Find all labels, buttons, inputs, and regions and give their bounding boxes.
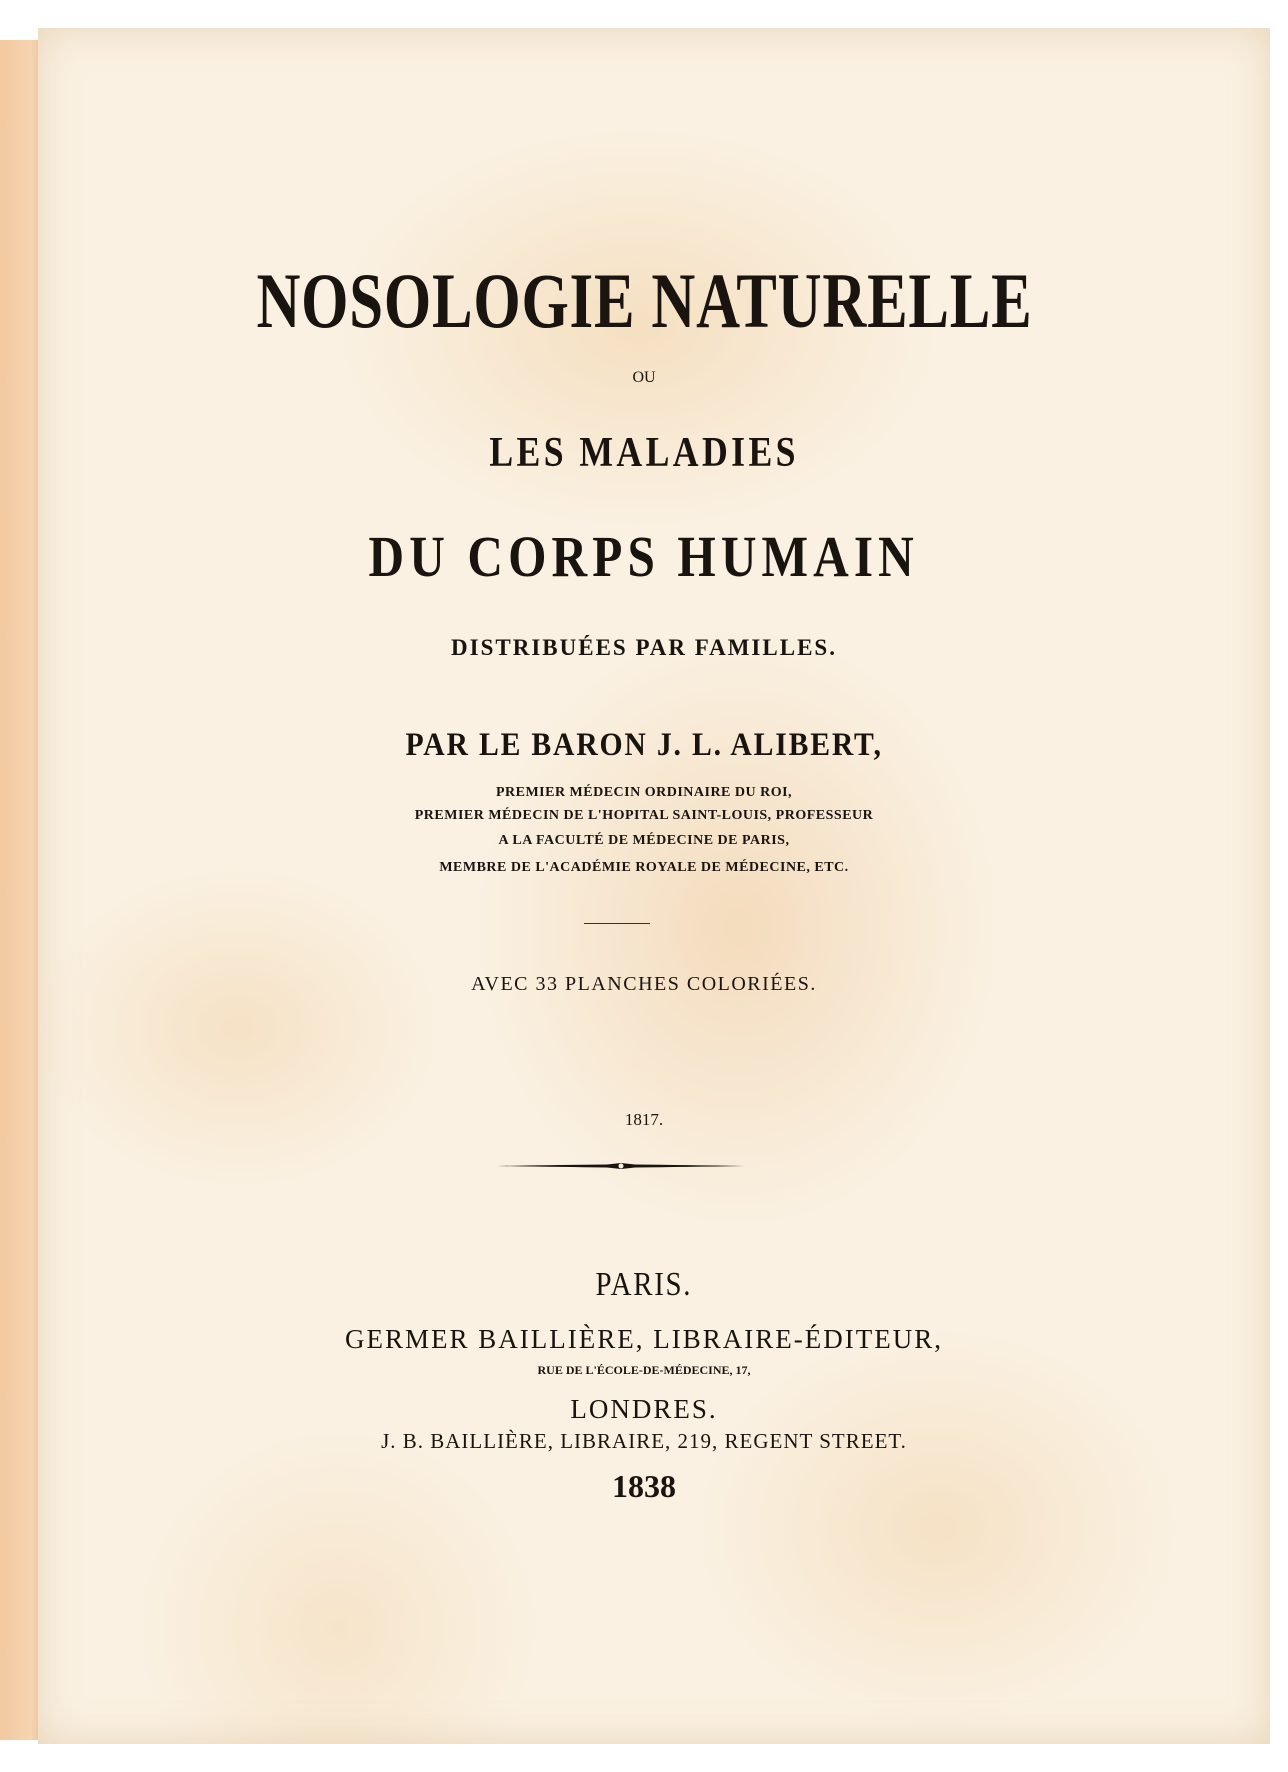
- author-line: PAR LE BARON J. L. ALIBERT,: [405, 727, 883, 763]
- distribution-line: DISTRIBUÉES PAR FAMILLES.: [451, 635, 837, 660]
- author-title: A LA FACULTÉ DE MÉDECINE DE PARIS,: [498, 833, 790, 848]
- subtitle-line2: DU CORPS HUMAIN: [368, 524, 920, 589]
- author-title: MEMBRE DE L'ACADÉMIE ROYALE DE MÉDECINE, ETC.: [439, 860, 849, 875]
- imprint-city-london: LONDRES.: [570, 1394, 718, 1424]
- subtitle-line1: LES MALADIES: [489, 430, 799, 476]
- original-year: 1817.: [624, 1110, 664, 1129]
- imprint-address: RUE DE L'ÉCOLE-DE-MÉDECINE, 17,: [537, 1363, 751, 1377]
- author-title: PREMIER MÉDECIN DE L'HOPITAL SAINT-LOUIS, PROFESSEUR: [414, 808, 874, 823]
- imprint-publisher-paris: GERMER BAILLIÈRE, LIBRAIRE-ÉDITEUR,: [345, 1324, 943, 1354]
- imprint-city-paris: PARIS.: [595, 1266, 693, 1303]
- book-title: NOSOLOGIE NATURELLE: [255, 257, 1033, 344]
- author-title: PREMIER MÉDECIN ORDINAIRE DU ROI,: [495, 785, 793, 800]
- plates-line: AVEC 33 PLANCHES COLORIÉES.: [471, 973, 817, 995]
- conjunction: OU: [632, 369, 656, 386]
- divider-rule: [584, 923, 650, 924]
- imprint-publisher-london: J. B. BAILLIÈRE, LIBRAIRE, 219, REGENT STREET.: [381, 1429, 907, 1453]
- publication-year: 1838: [612, 1468, 676, 1504]
- ornament-divider: [497, 1162, 745, 1170]
